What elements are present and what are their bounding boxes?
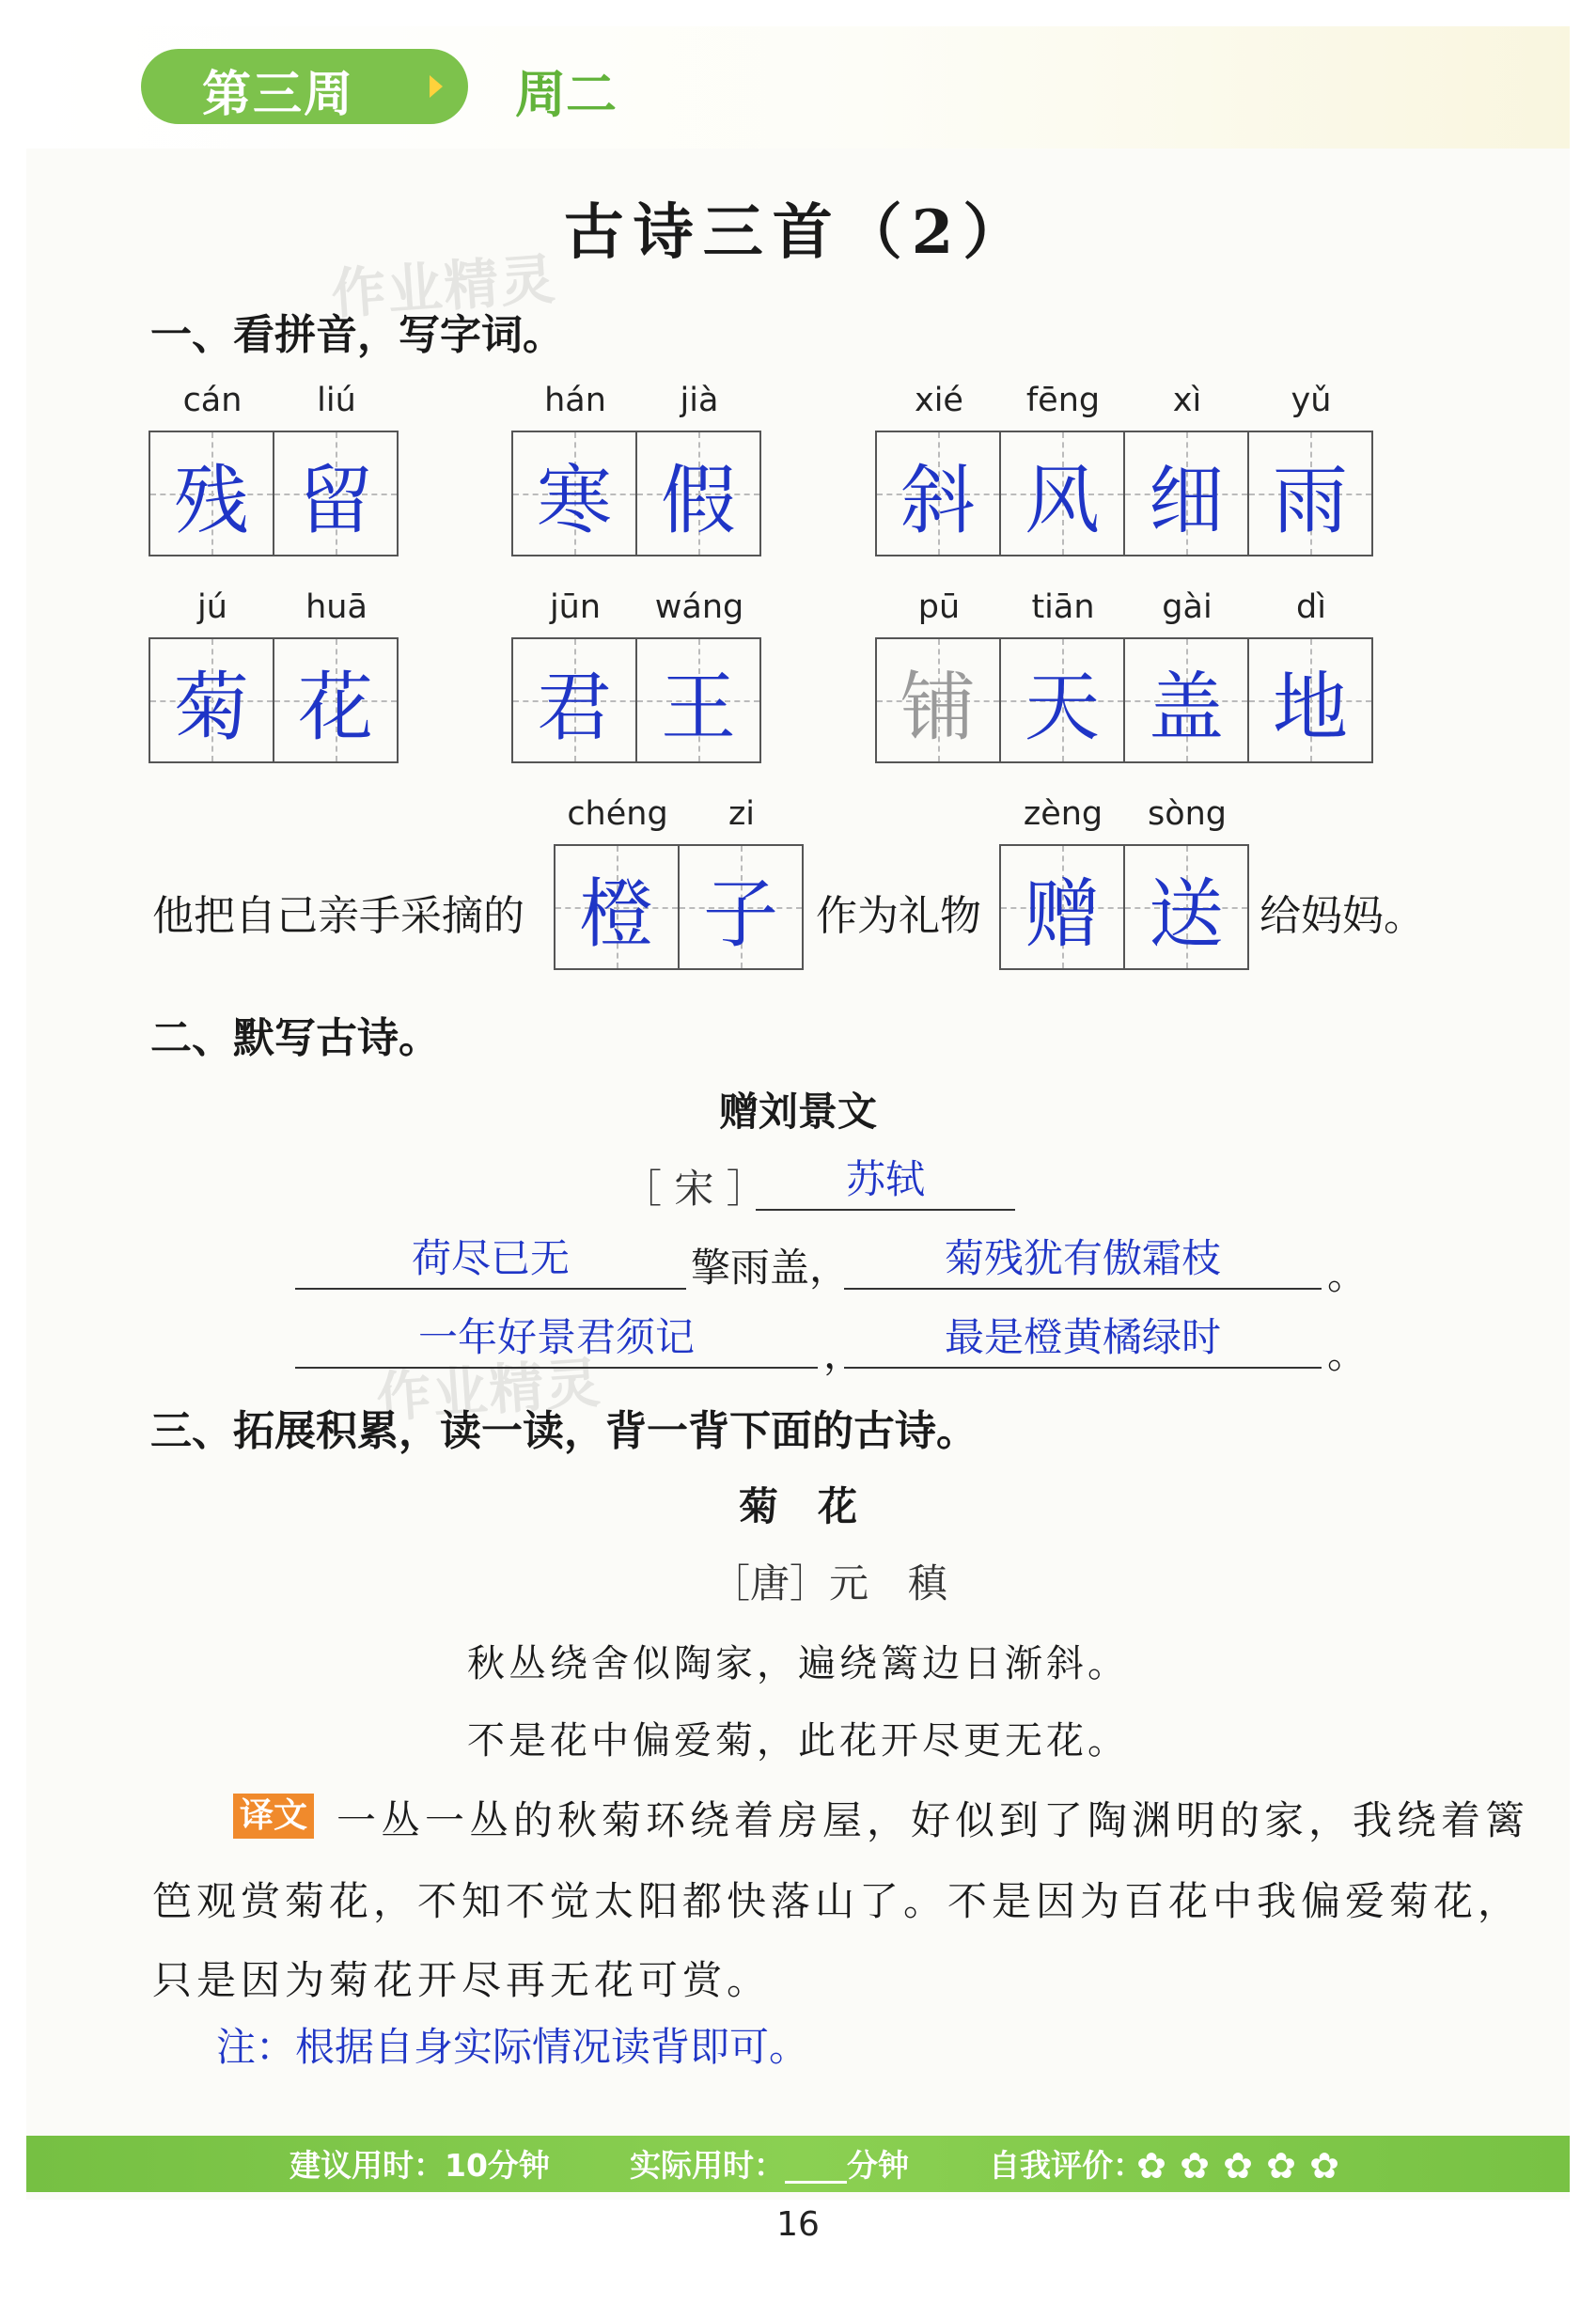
page-title: 古诗三首（2） (563, 197, 1033, 268)
answer-underline (844, 1288, 1322, 1290)
char-cell[interactable]: 君 (513, 639, 635, 761)
char-cell[interactable]: 细 (1123, 432, 1247, 555)
sentence-part: 他把自己亲手采摘的 (152, 892, 524, 940)
poem-verse: 不是花中偏爱菊，此花开尽更无花。 (467, 1719, 1129, 1763)
pinyin: liú (317, 382, 356, 419)
translation-line: 只是因为菊花开尽再无花可赏。 (152, 1957, 772, 2003)
pinyin: dì (1296, 588, 1326, 626)
char-grid (999, 844, 1249, 970)
char-grid (875, 637, 1373, 763)
dynasty-label: ［ 宋 ］ (622, 1166, 766, 1212)
translation-line: 笆观赏菊花，不知不觉太阳都快落山了。不是因为百花中我偏爱菊花， (152, 1878, 1523, 1924)
suggested-time: 建议用时：10分钟 (289, 2147, 550, 2184)
watermark: 作业精灵 (374, 1350, 604, 1431)
pinyin: wáng (654, 588, 744, 626)
poem-punct: 。 (1327, 1252, 1368, 1298)
char-grid (511, 637, 761, 763)
flower-icon[interactable]: ✿ (1309, 2145, 1339, 2186)
poem-title: 赠刘景文 (718, 1089, 877, 1135)
pinyin: fēng (1025, 382, 1101, 419)
page-number: 16 (776, 2205, 820, 2244)
poem-author: ［唐］元 稹 (711, 1560, 948, 1606)
pinyin: zi (728, 795, 756, 833)
char-cell[interactable]: 盖 (1123, 639, 1247, 761)
pinyin: pū (917, 588, 961, 626)
answer-note: 注：根据自身实际情况读背即可。 (216, 2024, 809, 2070)
flower-icon[interactable]: ✿ (1180, 2145, 1210, 2186)
char-cell: 铺 (877, 639, 999, 761)
char-cell[interactable]: 假 (635, 432, 759, 555)
poem-title: 菊 花 (738, 1483, 857, 1529)
self-evaluation-label: 自我评价： (989, 2147, 1144, 2184)
pinyin: sòng (1147, 795, 1228, 833)
char-grid (511, 431, 761, 556)
section-3-heading: 三、拓展积累，读一读，背一背下面的古诗。 (150, 1407, 978, 1455)
char-cell[interactable]: 斜 (877, 432, 999, 555)
char-cell[interactable]: 地 (1247, 639, 1371, 761)
sentence-part: 给妈妈。 (1260, 892, 1425, 940)
arrow-right-icon (430, 75, 443, 98)
actual-time: 实际用时：____分钟 (630, 2147, 909, 2184)
answer-underline (295, 1288, 686, 1290)
poem-verse: 秋丛绕舍似陶家，遍绕篱边日渐斜。 (467, 1642, 1129, 1685)
char-cell[interactable]: 风 (999, 432, 1123, 555)
translation-line: 一丛一丛的秋菊环绕着房屋，好似到了陶渊明的家，我绕着篱 (336, 1797, 1530, 1843)
pinyin: jià (680, 382, 719, 419)
char-cell[interactable]: 天 (999, 639, 1123, 761)
poem-answer[interactable]: 荷尽已无 (411, 1235, 570, 1281)
pinyin: huā (305, 588, 368, 626)
watermark: 作业精灵 (329, 246, 559, 327)
char-grid (554, 844, 804, 970)
poem-answer[interactable]: 一年好景君须记 (417, 1314, 695, 1360)
char-cell[interactable]: 橙 (555, 846, 678, 968)
char-grid (875, 431, 1373, 556)
poem-text: 擎雨盖， (691, 1245, 850, 1291)
pinyin: xié (915, 382, 963, 419)
pinyin: jūn (549, 588, 602, 626)
section-2-heading: 二、默写古诗。 (150, 1014, 440, 1062)
poem-punct: 。 (1327, 1331, 1368, 1377)
rating-stars (1133, 2147, 1343, 2185)
pinyin: tiān (1031, 588, 1095, 626)
char-cell[interactable]: 留 (273, 432, 397, 555)
char-grid (149, 637, 399, 763)
char-grid (149, 431, 399, 556)
answer-underline (756, 1209, 1015, 1211)
week-label: 第三周 (202, 67, 355, 123)
pinyin: hán (544, 382, 606, 419)
char-cell[interactable]: 花 (273, 639, 397, 761)
translation-badge: 译文 (233, 1794, 314, 1839)
pinyin: xì (1172, 382, 1202, 419)
pinyin: cán (182, 382, 243, 419)
pinyin: zèng (1023, 795, 1103, 833)
flower-icon[interactable]: ✿ (1266, 2145, 1296, 2186)
char-cell[interactable]: 王 (635, 639, 759, 761)
poem-answer[interactable]: 最是橙黄橘绿时 (944, 1314, 1221, 1360)
pinyin: chéng (567, 795, 668, 833)
flower-icon[interactable]: ✿ (1136, 2145, 1166, 2186)
char-cell[interactable]: 送 (1123, 846, 1247, 968)
pinyin: jú (197, 588, 227, 626)
char-cell[interactable]: 雨 (1247, 432, 1371, 555)
char-cell[interactable]: 菊 (150, 639, 273, 761)
poem-answer[interactable]: 菊残犹有傲霜枝 (944, 1235, 1221, 1281)
answer-underline (844, 1367, 1322, 1369)
poem-punct: ， (823, 1331, 864, 1377)
pinyin: gài (1162, 588, 1213, 626)
section-1-heading: 一、看拼音，写字词。 (150, 311, 564, 359)
answer-underline (295, 1367, 818, 1369)
sentence-part: 作为礼物 (816, 892, 981, 940)
pinyin: yǔ (1291, 382, 1332, 419)
char-cell[interactable]: 寒 (513, 432, 635, 555)
day-label: 周二 (515, 65, 617, 124)
flower-icon[interactable]: ✿ (1223, 2145, 1253, 2186)
author-answer[interactable]: 苏轼 (845, 1156, 925, 1202)
char-cell[interactable]: 赠 (1001, 846, 1123, 968)
char-cell[interactable]: 残 (150, 432, 273, 555)
char-cell[interactable]: 子 (678, 846, 802, 968)
